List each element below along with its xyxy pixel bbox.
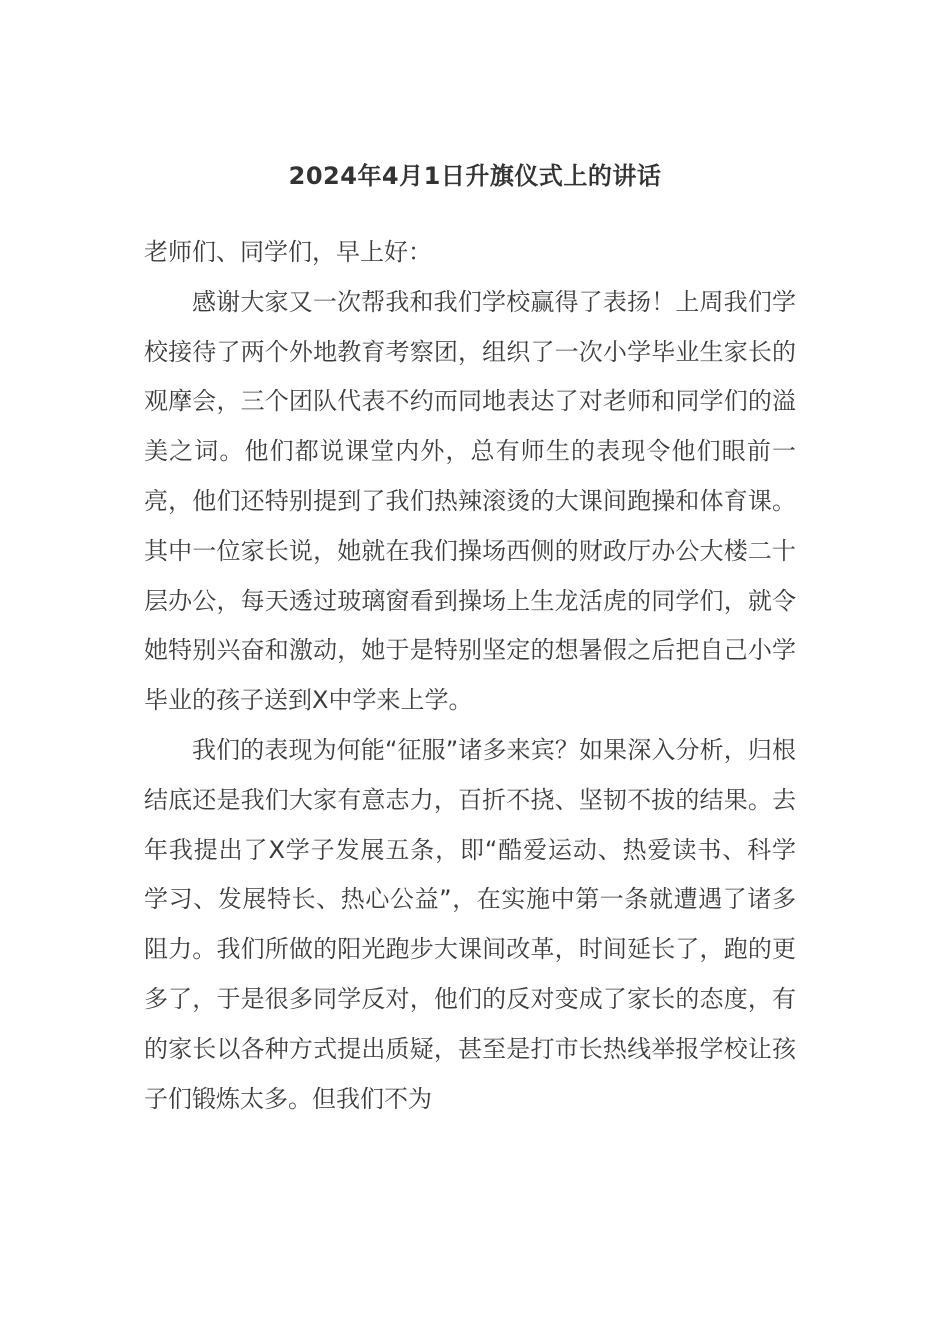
salutation: 老师们、同学们，早上好： [144, 238, 432, 266]
document-body [144, 228, 796, 1124]
paragraph-2: 我们的表现为何能“征服”诸多来宾？如果深入分析，归根结底还是我们大家有意志力，百折不挠、坚韧不拔的结果。去年我提出了X学子发展五条，即“酷爱运动、热爱读书、科学学习、发展特长、热心公益”，在实施中第一条就遭遇了诸多阻力。我们所做的阳光跑步大课间改革，时间延长了，跑的更多了，于是很多同学反对，他们的反对变成了家长的态度，有的家长以各种方式提出质疑，甚至是打市长热线举报学校让孩子们锻炼太多。但我们不为 [144, 735, 796, 1113]
document-title: 2024年4月1日升旗仪式上的讲话 [288, 162, 662, 190]
paragraph-1: 感谢大家又一次帮我和我们学校赢得了表扬！上周我们学校接待了两个外地教育考察团，组织了一次小学毕业生家长的观摩会，三个团队代表不约而同地表达了对老师和同学们的溢美之词。他们都说课堂内外，总有师生的表现令他们眼前一亮，他们还特别提到了我们热辣滚烫的大课间跑操和体育课。其中一位家长说，她就在我们操场西侧的财政厅办公大楼二十层办公，每天透过玻璃窗看到操场上生龙活虎的同学们，就令她特别兴奋和激动，她于是特别坚定的想暑假之后把自己小学毕业的孩子送到X中学来上学。 [144, 287, 796, 715]
